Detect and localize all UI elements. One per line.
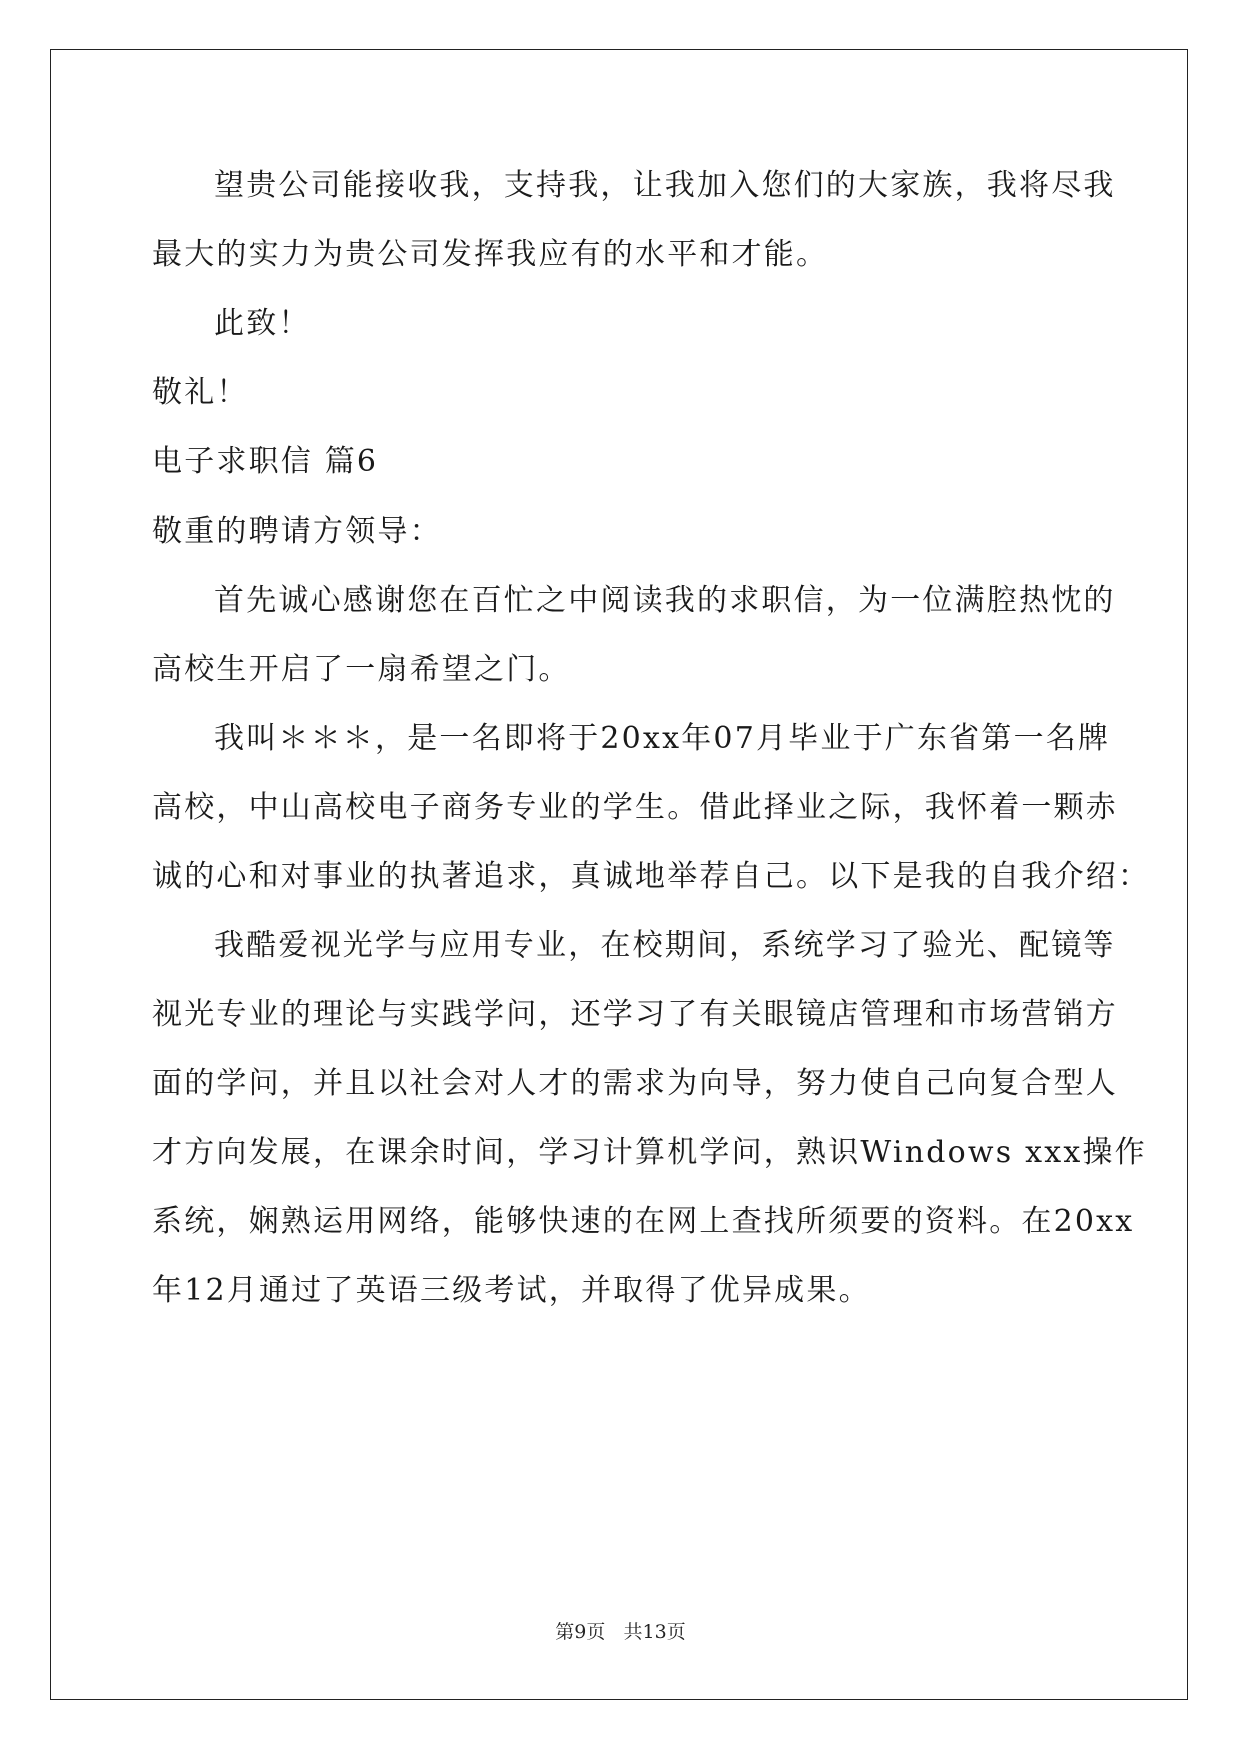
page-number: 第9页 — [555, 1621, 606, 1643]
paragraph-line: 望贵公司能接收我，支持我，让我加入您们的大家族，我将尽我 — [214, 168, 1116, 203]
paragraph-line: 最大的实力为贵公司发挥我应有的水平和才能。 — [152, 237, 829, 272]
paragraph-line: 视光专业的理论与实践学问，还学习了有关眼镜店管理和市场营销方 — [152, 997, 1118, 1032]
paragraph-line: 诚的心和对事业的执著追求，真诚地举荐自己。以下是我的自我介绍： — [152, 859, 1151, 894]
greeting-line: 敬重的聘请方领导： — [152, 514, 442, 549]
paragraph-line: 首先诚心感谢您在百忙之中阅读我的求职信，为一位满腔热忱的 — [214, 583, 1116, 618]
paragraph-line: 才方向发展，在课余时间，学习计算机学问，熟识Windows xxx操作 — [152, 1135, 1147, 1170]
paragraph-line: 系统，娴熟运用网络，能够快速的在网上查找所须要的资料。在20xx — [152, 1204, 1135, 1239]
paragraph-line: 年12月通过了英语三级考试，并取得了优异成果。 — [152, 1273, 871, 1308]
paragraph-line: 面的学问，并且以社会对人才的需求为向导，努力使自己向复合型人 — [152, 1066, 1118, 1101]
salutation-line: 敬礼！ — [152, 375, 249, 410]
paragraph-line: 我酷爱视光学与应用专业，在校期间，系统学习了验光、配镜等 — [214, 928, 1116, 963]
paragraph-line: 高校生开启了一扇希望之门。 — [152, 652, 571, 687]
paragraph-line: 我叫＊＊＊，是一名即将于20xx年07月毕业于广东省第一名牌 — [214, 721, 1111, 756]
page-footer — [0, 1617, 1241, 1644]
closing-line: 此致！ — [214, 306, 311, 341]
section-heading: 电子求职信 篇6 — [152, 444, 379, 479]
paragraph-line: 高校，中山高校电子商务专业的学生。借此择业之际，我怀着一颗赤 — [152, 790, 1118, 825]
page-total: 共13页 — [623, 1621, 686, 1643]
